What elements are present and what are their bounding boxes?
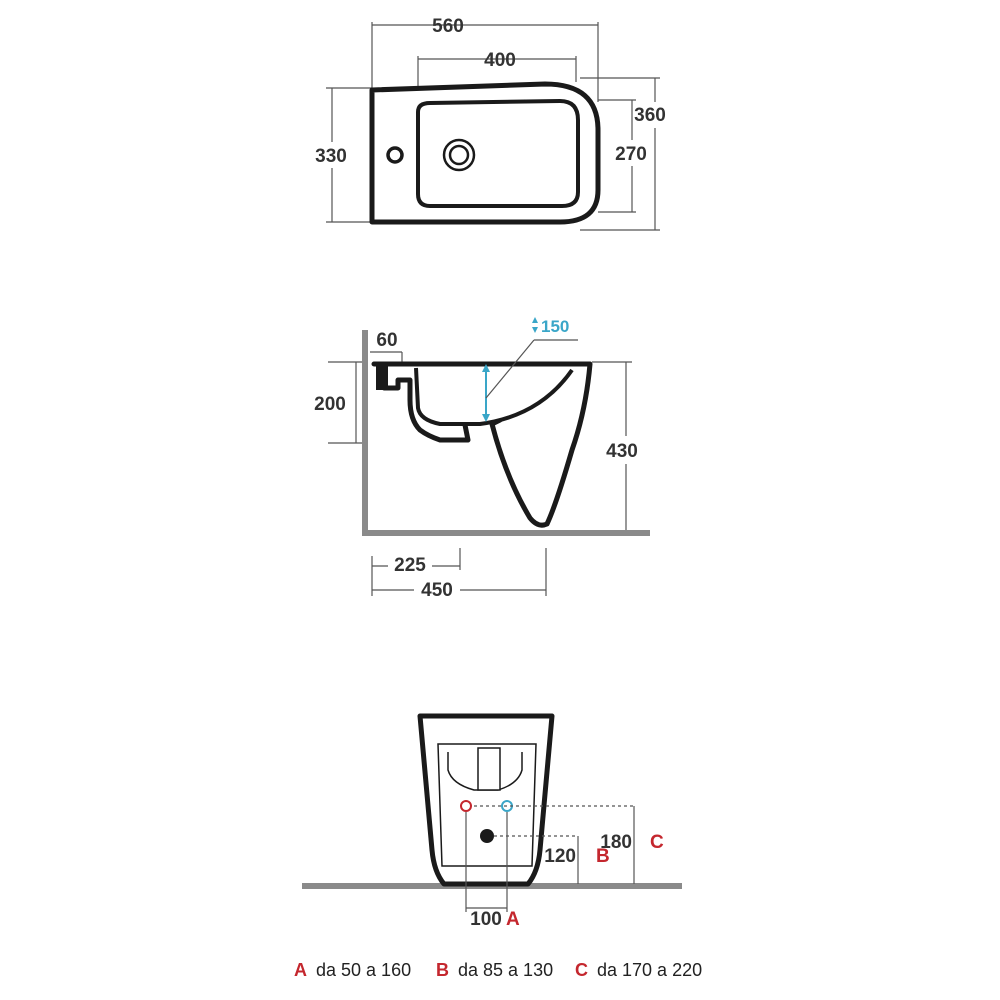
dim-360-label: 360: [634, 105, 666, 126]
dim-450-label: 450: [421, 580, 453, 601]
depth-down-icon: [532, 327, 538, 333]
tap-bracket-side: [376, 364, 388, 390]
dim-180-label: 180: [600, 832, 632, 853]
dim-330-label: 330: [315, 146, 347, 167]
front-view: [302, 716, 682, 930]
drain-inner-icon: [450, 146, 468, 164]
legend-text-b: da 85 a 130: [458, 960, 554, 980]
dim-180-letter: C: [650, 832, 664, 853]
legend: [294, 960, 702, 980]
dim-60-label: 60: [376, 330, 398, 351]
legend-letter-a: A: [294, 960, 307, 980]
tap-hole-icon: [388, 148, 402, 162]
dim-270-label: 270: [615, 144, 647, 165]
legend-text-a: da 50 a 160: [316, 960, 412, 980]
hot-water-inlet-icon: [461, 801, 471, 811]
wall-line: [362, 330, 368, 536]
bidet-front-trap: [478, 748, 500, 790]
legend-text-c: da 170 a 220: [597, 960, 703, 980]
legend-item-c: [575, 960, 702, 980]
legend-item-a: [294, 960, 411, 980]
legend-letter-b: B: [436, 960, 449, 980]
dim-100-label: 100: [470, 909, 502, 930]
dim-120-label: 120: [544, 846, 576, 867]
dim-560-label: 560: [432, 16, 464, 37]
legend-item-b: [436, 960, 553, 980]
side-view: [314, 317, 650, 602]
legend-letter-c: C: [575, 960, 588, 980]
dim-150-label: 150: [541, 317, 570, 336]
dim-400-label: 400: [484, 50, 516, 71]
top-view: [308, 16, 672, 230]
dim-100-letter: A: [506, 909, 520, 930]
dim-225-label: 225: [394, 555, 426, 576]
floor-line-side: [362, 530, 650, 536]
depth-up-icon: [532, 317, 538, 323]
dim-200-label: 200: [314, 394, 346, 415]
dim-430-label: 430: [606, 441, 638, 462]
drain-outlet-icon: [480, 829, 494, 843]
bidet-top-basin: [418, 101, 578, 206]
dim-120-letter: B: [596, 846, 610, 867]
